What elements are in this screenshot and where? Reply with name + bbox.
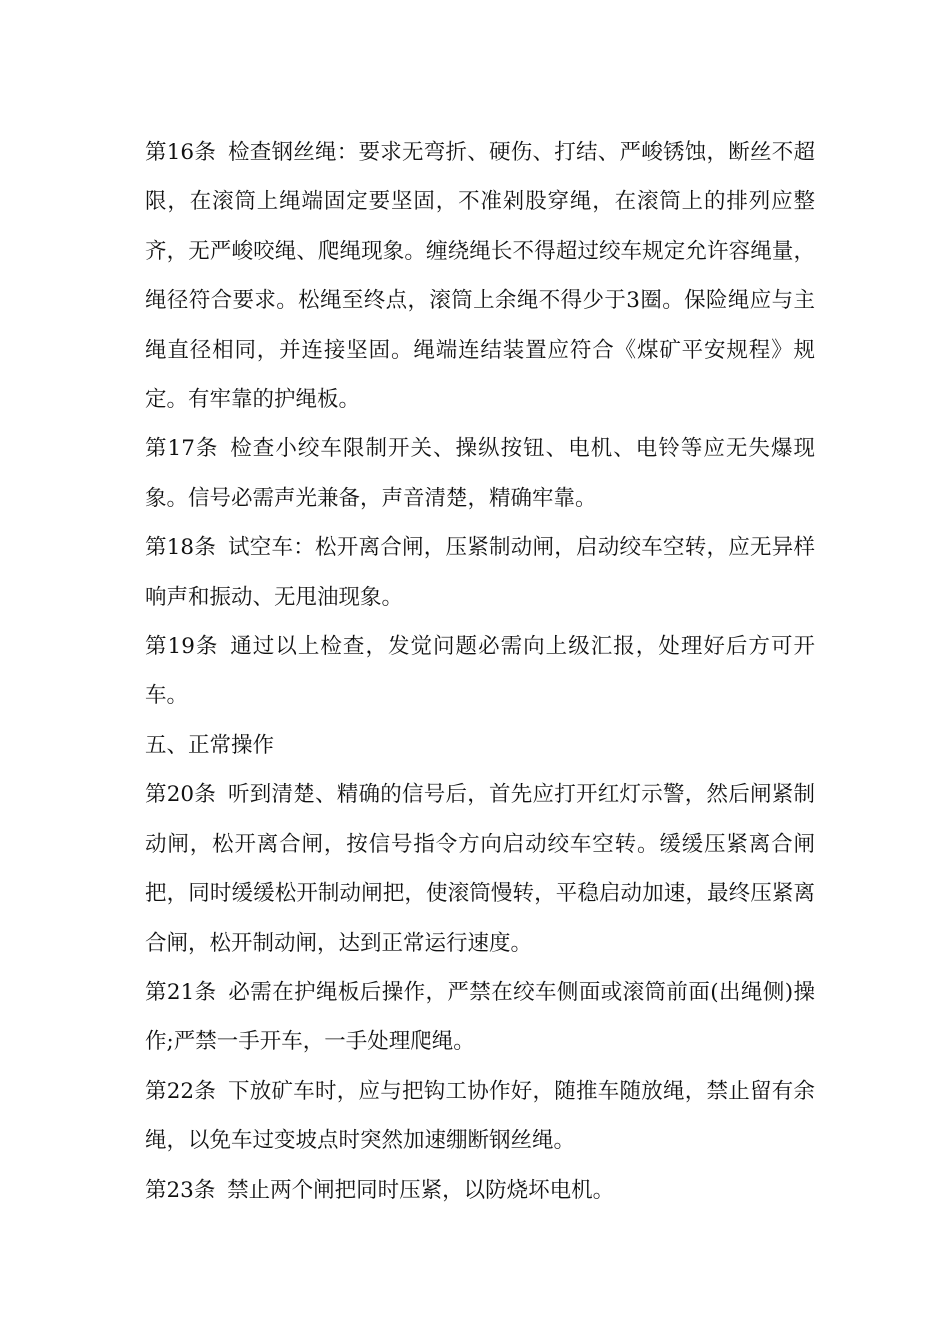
article-17	[145, 424, 815, 523]
article-label: 第19条	[145, 634, 219, 660]
article-label: 第22条	[145, 1078, 217, 1104]
article-text: 检查钢丝绳：要求无弯折、硬伤、打结、严峻锈蚀，断丝不超限，在滚筒上绳端固定要坚固，不准剁股穿绳，在滚筒上的排列应整齐，无严峻咬绳、爬绳现象。缠绕绳长不得超过绞车规定允许容绳量，绳径符合要求。松绳至终点，滚筒上余绳不得少于3圈。保险绳应与主绳直径相同，并连接坚固。绳端连结装置应符合《煤矿平安规程》规定。有牢靠的护绳板。	[145, 140, 815, 413]
article-22	[145, 1067, 815, 1166]
article-label: 第20条	[145, 782, 217, 808]
document-body	[145, 128, 815, 1215]
article-text: 试空车：松开离合闸，压紧制动闸，启动绞车空转，应无异样响声和振动、无甩油现象。	[145, 535, 815, 610]
article-16	[145, 128, 815, 424]
section-heading: 五、正常操作	[145, 732, 275, 758]
article-text: 通过以上检查，发觉问题必需向上级汇报，处理好后方可开车。	[145, 634, 815, 709]
article-21	[145, 968, 815, 1067]
article-label: 第21条	[145, 979, 217, 1005]
article-text: 下放矿车时，应与把钩工协作好，随推车随放绳，禁止留有余绳，以免车过变坡点时突然加速绷断钢丝绳。	[145, 1078, 815, 1154]
article-20	[145, 770, 815, 968]
article-18	[145, 523, 815, 622]
article-text: 听到清楚、精确的信号后，首先应打开红灯示警，然后闸紧制动闸，松开离合闸，按信号指令方向启动绞车空转。缓缓压紧离合闸把，同时缓缓松开制动闸把，使滚筒慢转，平稳启动加速，最终压紧离合闸，松开制动闸，达到正常运行速度。	[145, 782, 815, 956]
article-23	[145, 1166, 815, 1215]
article-19	[145, 622, 815, 721]
article-label: 第17条	[145, 436, 219, 462]
article-text: 检查小绞车限制开关、操纵按钮、电机、电铃等应无失爆现象。信号必需声光兼备，声音清楚，精确牢靠。	[145, 436, 815, 511]
article-label: 第16条	[145, 140, 217, 165]
article-label: 第18条	[145, 535, 217, 561]
article-text: 必需在护绳板后操作，严禁在绞车侧面或滚筒前面(出绳侧)操作;严禁一手开车，一手处理爬绳。	[145, 979, 816, 1055]
article-text: 禁止两个闸把同时压紧，以防烧坏电机。	[227, 1177, 615, 1203]
article-label: 第23条	[145, 1177, 216, 1203]
